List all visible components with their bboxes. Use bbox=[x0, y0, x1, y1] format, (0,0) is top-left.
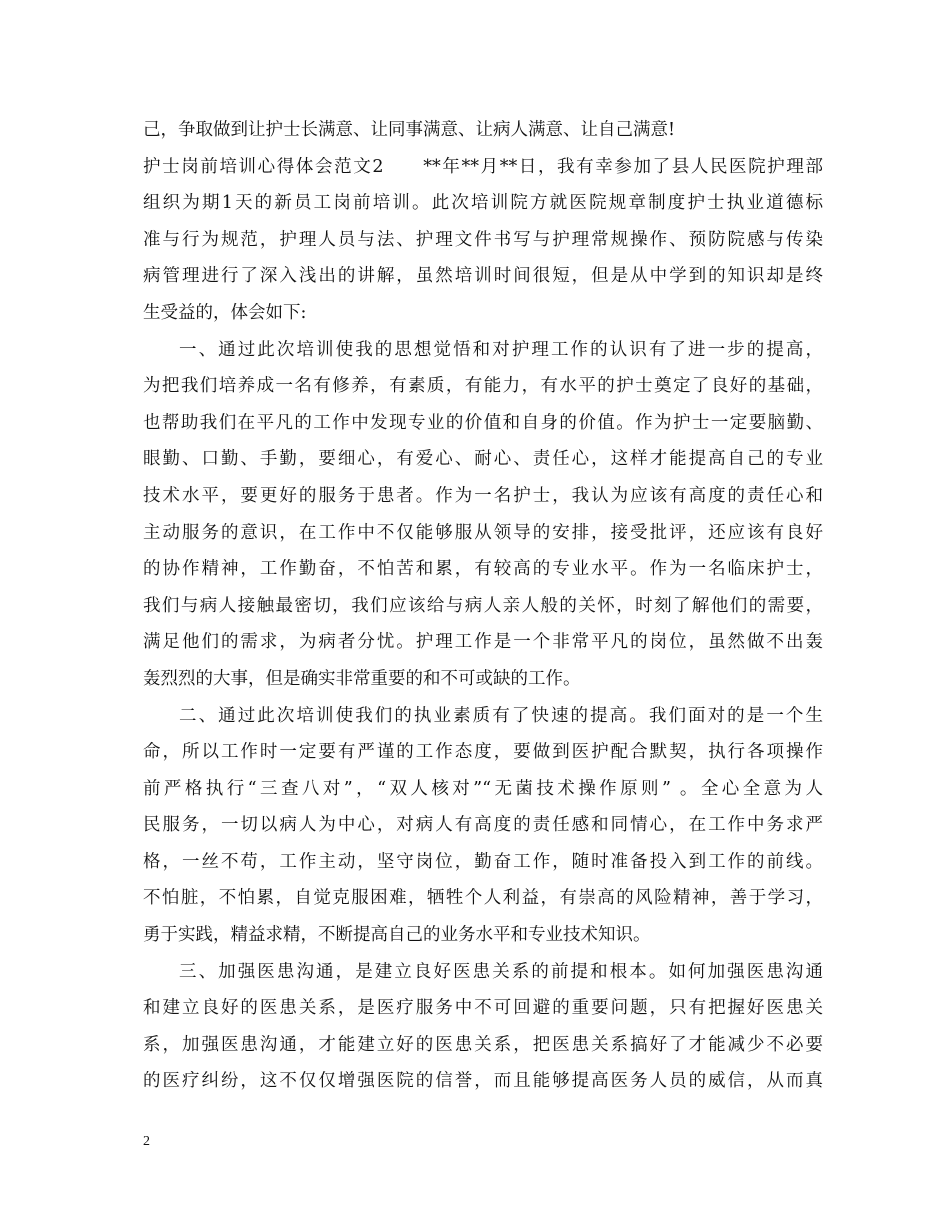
text-line: 的协作精神，工作勤奋，不怕苦和累，有较高的专业水平。作为一名临床护士， bbox=[143, 559, 823, 580]
text-line: 民服务，一切以病人为中心，对病人有高度的责任感和同情心，在工作中务求严 bbox=[143, 815, 823, 836]
text-line: 病管理进行了深入浅出的讲解，虽然培训时间很短，但是从中学到的知识却是终 bbox=[143, 266, 823, 287]
text-line: 命，所以工作时一定要有严谨的工作态度，要做到医护配合默契，执行各项操作 bbox=[143, 742, 823, 763]
paragraph-first-line: 二、通过此次培训使我们的执业素质有了快速的提高。我们面对的是一个生 bbox=[179, 705, 823, 726]
text-line: 不怕脏，不怕累，自觉克服困难，牺牲个人利益，有崇高的风险精神，善于学习， bbox=[143, 888, 823, 909]
text-line: 主动服务的意识，在工作中不仅能够服从领导的安排，接受批评，还应该有良好 bbox=[143, 522, 823, 543]
text-line: 的医疗纠纷，这不仅仅增强医院的信誉，而且能够提高医务人员的威信，从而真 bbox=[143, 1071, 823, 1092]
paragraph-first-line: 三、加强医患沟通，是建立良好医患关系的前提和根本。如何加强医患沟通 bbox=[179, 961, 823, 982]
text-line: 前严格执行“三查八对”，“双人核对”“无菌技术操作原则” 。全心全意为人 bbox=[143, 778, 823, 799]
text-line: 生受益的，体会如下: bbox=[143, 302, 307, 323]
text-line: 准与行为规范，护理人员与法、护理文件书写与护理常规操作、预防院感与传染 bbox=[143, 229, 823, 250]
text-line: 轰烈烈的大事，但是确实非常重要的和不可或缺的工作。 bbox=[143, 668, 581, 689]
text-line: 也帮助我们在平凡的工作中发现专业的价值和自身的价值。作为护士一定要脑勤、 bbox=[143, 412, 823, 433]
paragraph-first-line: 一、通过此次培训使我的思想觉悟和对护理工作的认识有了进一步的提高， bbox=[179, 339, 823, 360]
text-line: 技术水平，要更好的服务于患者。作为一名护士，我认为应该有高度的责任心和 bbox=[143, 485, 823, 506]
body-text bbox=[143, 112, 823, 1100]
text-line: 为把我们培养成一名有修养，有素质，有能力，有水平的护士奠定了良好的基础， bbox=[143, 376, 823, 397]
text-line: 眼勤、口勤、手勤，要细心，有爱心、耐心、责任心，这样才能提高自己的专业 bbox=[143, 449, 823, 470]
text-line: 和建立良好的医患关系，是医疗服务中不可回避的重要问题，只有把握好医患关 bbox=[143, 998, 823, 1019]
text-line: 己，争取做到让护士长满意、让同事满意、让病人满意、让自己满意! bbox=[143, 120, 676, 140]
page-number: 2 bbox=[143, 1134, 150, 1149]
text-line: 我们与病人接触最密切，我们应该给与病人亲人般的关怀，时刻了解他们的需要， bbox=[143, 595, 823, 616]
text-line: 满足他们的需求，为病者分忧。护理工作是一个非常平凡的岗位，虽然做不出轰 bbox=[143, 632, 823, 653]
text-line: 护士岗前培训心得体会范文2 **年**月**日，我有幸参加了县人民医院护理部 bbox=[143, 156, 823, 177]
text-line: 组织为期1天的新员工岗前培训。此次培训院方就医院规章制度护士执业道德标 bbox=[143, 193, 823, 214]
text-line: 格，一丝不苟，工作主动，坚守岗位，勤奋工作，随时准备投入到工作的前线。 bbox=[143, 851, 823, 872]
text-line: 勇于实践，精益求精，不断提高自己的业务水平和专业技术知识。 bbox=[143, 925, 651, 946]
text-line: 系，加强医患沟通，才能建立好的医患关系，把医患关系搞好了才能减少不必要 bbox=[143, 1034, 823, 1055]
